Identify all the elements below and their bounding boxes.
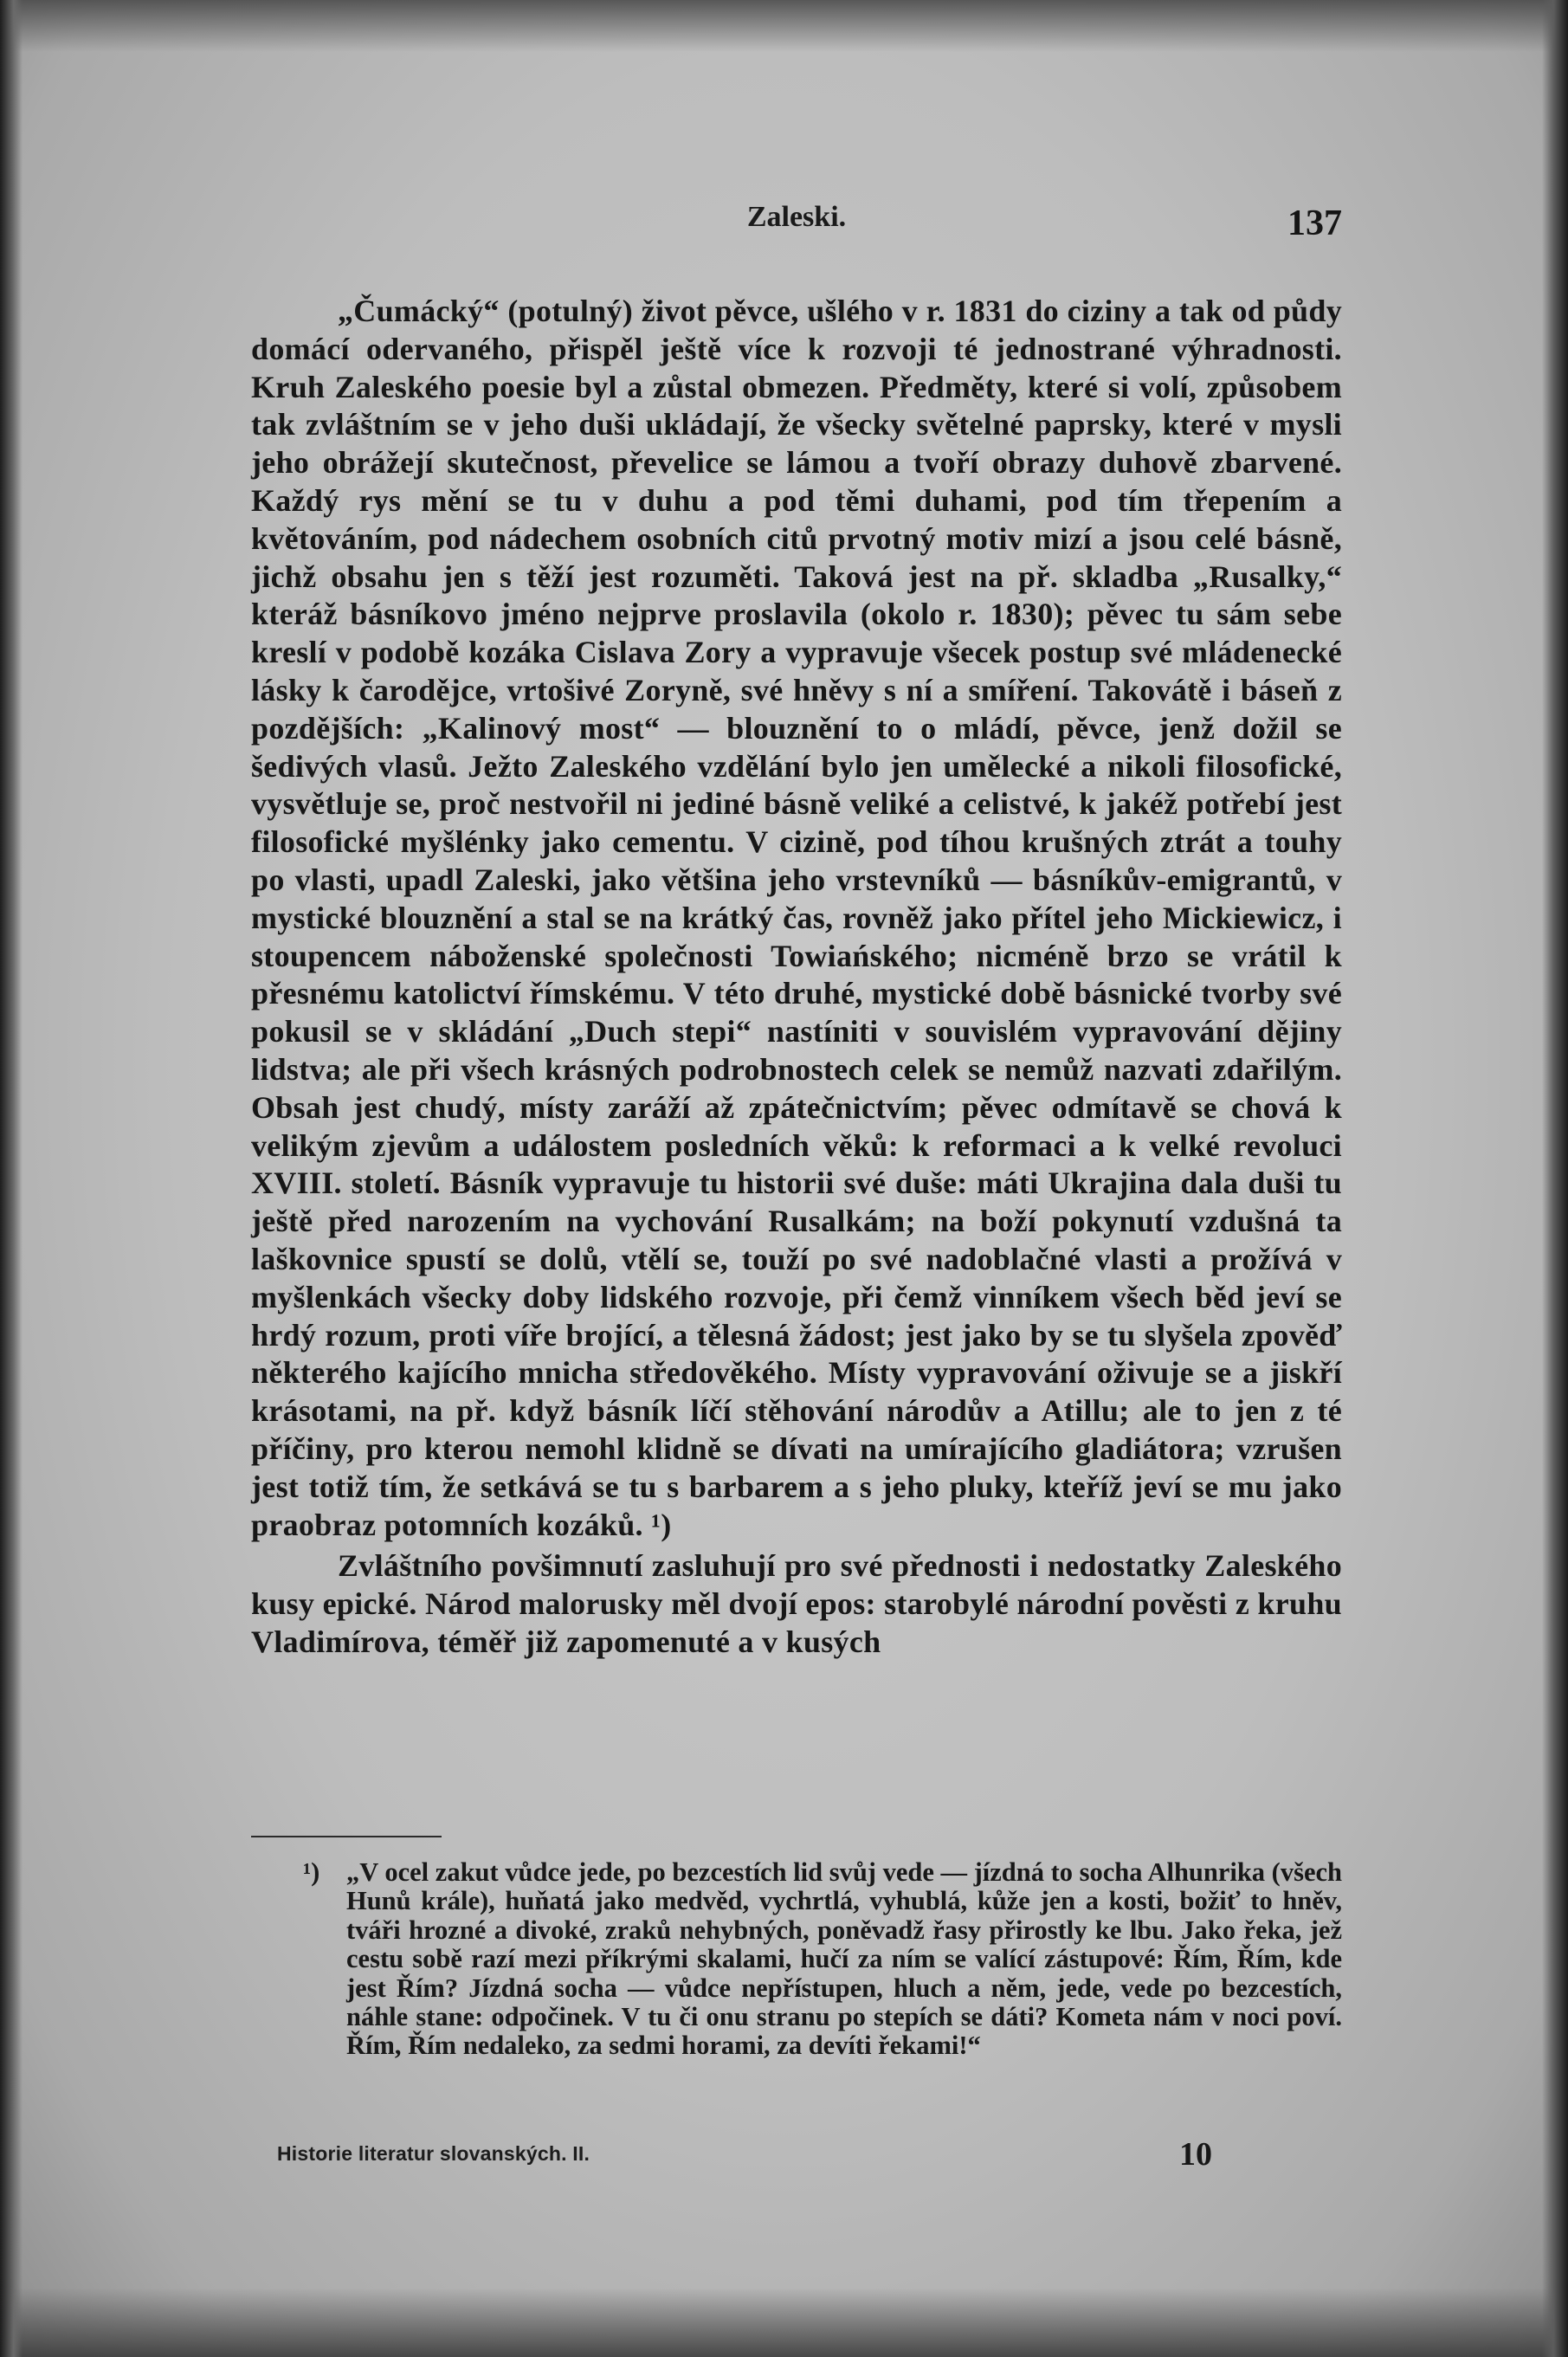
footnote-mark: ¹) [303, 1857, 320, 1887]
paragraph-1: „Čumácký“ (potulný) život pěvce, ušlého v r. 1831 do ciziny a tak od půdy domácí odervaného, přispěl ještě více k rozvoji té jednostrané výhradnosti. Kruh Zaleského poesie byl a zůstal obmezen. Předměty, které si volí, způsobem tak zvláštním se v jeho duši ukládají, že všecky světelné paprsky, které v mysli jeho obrážejí skutečnost, převelice se lámou a tvoří obrazy duhově zbarvené. Každý rys mění se tu v duhu a pod těmi duhami, pod tím třepením a květováním, pod nádechem osobních citů prvotný motiv mizí a jsou celé básně, jichž obsahu jen s těží jest rozuměti. Taková jest na př. skladba „Rusalky,“ kteráž básníkovo jméno nejprve proslavila (okolo r. 1830); pěvec tu sám sebe kreslí v podobě kozáka Cislava Zory a vypravuje všecek postup své mládenecké lásky k čarodějce, vrtošivé Zoryně, své hněvy s ní a smíření. Takovátě i báseň z pozdějších: „Kalinový most“ — blouznění to o mládí, pěvce, jenž dožil se šedivých vlasů. Ježto Zaleského vzdělání bylo jen umělecké a nikoli filosofické, vysvětluje se, proč nestvořil ni jediné básně veliké a celistvé, k jakéž potřebí jest filosofické myšlénky jako cementu. V cizině, pod tíhou krušných ztrát a touhy po vlasti, upadl Zaleski, jako většina jeho vrstevníků — básníkův-emigrantů, v mystické blouznění a stal se na krátký čas, rovněž jako přítel jeho Mickiewicz, i stoupencem náboženské společnosti Towiańského; nicméně brzo se vrátil k přesnému katolictví římskému. V této druhé, mystické době básnické tvorby své pokusil se v skládání „Duch stepi“ nastíniti v souvislém vypravování dějiny lidstva; ale při všech krásných podrobnostech celek se nemůž nazvati zdařilým. Obsah jest chudý, místy zaráží až zpátečnictvím; pěvec odmítavě se chová k velikým zjevům a událostem posledních věků: k reformaci a k velké revoluci XVIII. století. Básník vypravuje tu historii své duše: máti Ukrajina dala duši tu ještě před narozením na vychování Rusalkám; na boží pokynutí vzdušná ta laškovnice spustí se dolů, vtělí se, touží po své nadoblačné vlasti a prožívá v myšlenkách všecky doby lidského rozvoje, při čemž vinníkem všech běd jeví se hrdý rozum, proti víře brojící, a tělesná žádost; jest jako by se tu slyšela zpověď některého kajícího mnicha středověkého. Místy vypravování oživuje se a jiskří krásotami, na př. když básník líčí stěhování národův a Atillu; ale to jen z té příčiny, pro kterou nemohl klidně se dívati na umírajícího gladiátora; vzrušen jest totiž tím, že setkává se tu s barbarem a s jeho pluky, kteříž jeví se mu jako praobraz potomních kozáků. ¹) [251, 294, 1342, 1542]
page-shadow-left [0, 0, 23, 2357]
paragraph-2: Zvláštního povšimnutí zasluhují pro své přednosti i nedostatky Zaleského kusy epické. Národ malorusky měl dvojí epos: starobylé národní pověsti z kruhu Vladimírova, téměř již zapomenuté a v kusých [251, 1548, 1342, 1659]
page-shadow-bottom [0, 2288, 1568, 2357]
footnote-separator [251, 1836, 442, 1837]
main-text [251, 293, 1342, 1662]
footnote-body [251, 1858, 1342, 2061]
sheet-number: 10 [1179, 2136, 1212, 2173]
page-shadow-right [1542, 0, 1568, 2357]
page-number: 137 [1287, 203, 1342, 243]
page-header [251, 201, 1342, 249]
footnote-text: „V ocel zakut vůdce jede, po bezcestích lid svůj vede — jízdná to socha Alhunrika (všech Hunů krále), huňatá jako medvěd, vychrtlá, vyhublá, kůže jen a kosti, božiť to hněv, tváři hrozné a divoké, zraků nehybných, poněvadž řasy přirostly ke lbu. Jako řeka, jež cestu sobě razí mezi příkrými skalami, hučí za ním se valící zástupové: Řím, Řím, kde jest Řím? Jízdná socha — vůdce nepřístupen, hluch a něm, jede, vede po bezcestích, náhle stane: odpočinek. V tu či onu stranu po stepích se dáti? Kometa nám v noci poví. Řím, Řím nedaleko, za sedmi horami, za devíti řekami!“ [346, 1857, 1342, 2061]
running-title: Zaleski. [746, 201, 847, 233]
page-shadow-top [0, 0, 1568, 52]
footnote [251, 1858, 1342, 2061]
printer-signature: Historie literatur slovanských. II. [277, 2142, 590, 2165]
page-footer [277, 2135, 1212, 2179]
